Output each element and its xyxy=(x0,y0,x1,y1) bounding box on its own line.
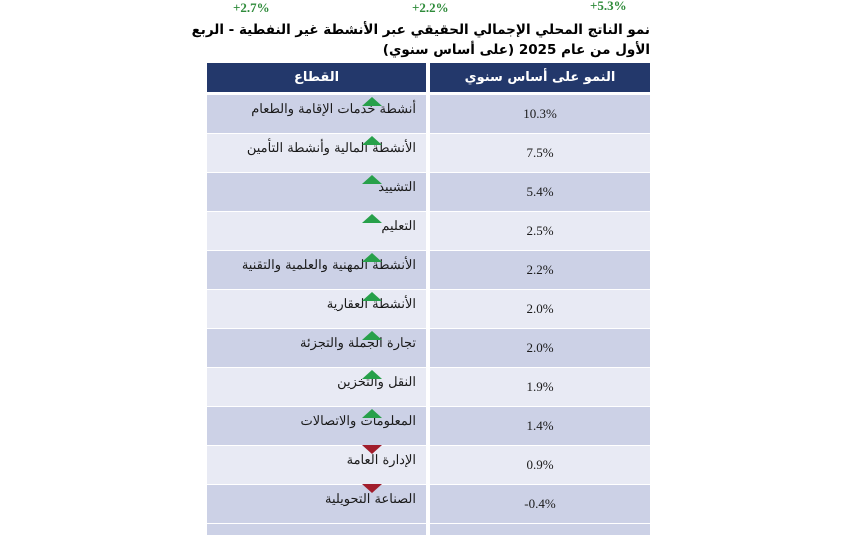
up-arrow-icon xyxy=(362,175,382,184)
growth-cell xyxy=(430,173,650,211)
growth-value: 7.5% xyxy=(526,145,554,160)
up-arrow-icon xyxy=(362,136,382,145)
table-row xyxy=(207,446,650,484)
sector-cell xyxy=(207,329,426,367)
sector-cell xyxy=(207,485,426,523)
top-growth-value: +5.3% xyxy=(590,0,627,13)
up-arrow-icon xyxy=(362,409,382,418)
sector-cell xyxy=(207,95,426,133)
growth-value: 5.4% xyxy=(526,184,554,199)
sector-name: المعلومات والاتصالات xyxy=(300,414,416,429)
sector-name: النقل والتخزين xyxy=(337,375,416,390)
table-row xyxy=(207,524,650,535)
up-arrow-icon xyxy=(362,97,382,106)
growth-cell xyxy=(430,407,650,445)
table-row xyxy=(207,212,650,250)
growth-cell xyxy=(430,329,650,367)
table-row xyxy=(207,329,650,367)
sector-name: تجارة الجملة والتجزئة xyxy=(299,336,416,351)
sector-cell xyxy=(207,251,426,289)
sector-name: أنشطة خدمات الإقامة والطعام xyxy=(251,102,416,117)
top-growth-value: +2.7% xyxy=(233,0,270,15)
sector-column-header: القطاع xyxy=(207,63,426,92)
up-arrow-icon xyxy=(362,370,382,379)
sector-cell xyxy=(207,212,426,250)
sector-name: الإدارة العامة xyxy=(346,453,416,468)
sector-cell xyxy=(207,290,426,328)
growth-cell xyxy=(430,95,650,133)
growth-value: -0.4% xyxy=(524,496,556,511)
table-row xyxy=(207,134,650,172)
growth-value: 1.4% xyxy=(526,418,554,433)
sector-name: الأنشطة العقارية xyxy=(326,297,416,312)
growth-value: 2.0% xyxy=(526,301,554,316)
table-row xyxy=(207,407,650,445)
sector-growth-table xyxy=(207,63,650,535)
sector-name: الأنشطة المالية وأنشطة التأمين xyxy=(246,141,416,156)
table-title: نمو الناتج المحلي الإجمالي الحقيقي عبر الأنشطة غير النفطية - الربع الأول من عام 2025 (على أساس سنوي) xyxy=(191,22,650,58)
growth-cell xyxy=(430,368,650,406)
table-row xyxy=(207,290,650,328)
table-row xyxy=(207,368,650,406)
sector-cell xyxy=(207,368,426,406)
sector-cell xyxy=(207,173,426,211)
sector-name: الأنشطة المهنية والعلمية والتقنية xyxy=(241,258,416,273)
growth-cell xyxy=(430,446,650,484)
sector-cell xyxy=(207,446,426,484)
up-arrow-icon xyxy=(362,253,382,262)
up-arrow-icon xyxy=(362,331,382,340)
sector-name: التشييد xyxy=(378,180,416,195)
table-row xyxy=(207,251,650,289)
down-arrow-icon xyxy=(362,445,382,454)
up-arrow-icon xyxy=(362,214,382,223)
table-row xyxy=(207,173,650,211)
table-row xyxy=(207,485,650,523)
sector-cell xyxy=(207,134,426,172)
growth-column-header: النمو على أساس سنوي xyxy=(430,63,650,92)
up-arrow-icon xyxy=(362,292,382,301)
growth-cell xyxy=(430,134,650,172)
growth-value: 2.5% xyxy=(526,223,554,238)
sector-name: الصناعة التحويلية xyxy=(324,492,416,507)
sector-cell xyxy=(207,407,426,445)
growth-value: 2.0% xyxy=(526,340,554,355)
growth-value: 1.9% xyxy=(526,379,554,394)
table-row xyxy=(207,95,650,133)
growth-cell xyxy=(430,290,650,328)
top-growth-value: +2.2% xyxy=(412,0,449,15)
sector-name: التعليم xyxy=(381,219,416,234)
down-arrow-icon xyxy=(362,484,382,493)
growth-cell xyxy=(430,524,650,535)
growth-cell xyxy=(430,251,650,289)
sector-cell xyxy=(207,524,426,535)
growth-value: 2.2% xyxy=(526,262,554,277)
growth-value: 10.3% xyxy=(523,106,557,121)
growth-cell xyxy=(430,212,650,250)
growth-cell xyxy=(430,485,650,523)
growth-value: 0.9% xyxy=(526,457,554,472)
